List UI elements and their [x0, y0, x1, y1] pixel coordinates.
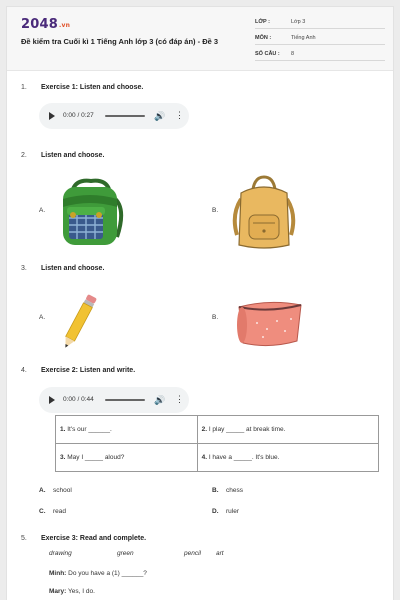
question-2-title	[21, 152, 104, 159]
item-number: 3.	[60, 454, 66, 461]
pencil-image[interactable]	[57, 289, 101, 355]
question-text: Listen and choose.	[41, 265, 105, 272]
table-cell	[56, 416, 198, 444]
table-cell	[56, 444, 198, 472]
green-backpack-image[interactable]	[53, 177, 129, 247]
meta-class	[255, 17, 385, 29]
pencil-case-image[interactable]	[233, 297, 305, 349]
item-text: I have a _____. It's blue.	[208, 454, 280, 461]
answer-letter: B.	[212, 487, 219, 494]
option-a-label: A.	[39, 314, 46, 321]
option-a-label: A.	[39, 207, 46, 214]
audio-time: 0:00 / 0:27	[63, 112, 94, 119]
question-number: 2.	[21, 152, 27, 159]
play-icon[interactable]	[49, 112, 55, 120]
fill-in-table	[55, 415, 379, 472]
audio-player-2[interactable]	[39, 387, 189, 413]
play-icon[interactable]	[49, 396, 55, 404]
answer-letter: A.	[39, 487, 46, 494]
audio-player-1[interactable]	[39, 103, 189, 129]
answer-letter: C.	[39, 508, 46, 515]
exam-page	[6, 6, 394, 600]
table-cell	[197, 444, 378, 472]
dialogue-line	[49, 570, 147, 577]
word-bank-item: pencil	[184, 550, 201, 557]
meta-key: MÔN :	[255, 35, 272, 41]
question-number: 1.	[21, 84, 27, 91]
speaker-name: Mary:	[49, 588, 67, 595]
answer-text: read	[53, 508, 67, 515]
dialogue-line	[49, 588, 95, 595]
option-b-label: B.	[212, 207, 219, 214]
site-logo[interactable]	[21, 17, 70, 32]
table-row	[56, 444, 379, 472]
answer-text: chess	[226, 487, 243, 494]
meta-key: SỐ CÂU :	[255, 51, 280, 57]
meta-value: Lớp 3	[291, 19, 306, 25]
yellow-backpack-image[interactable]	[229, 175, 299, 251]
item-text: I play _____ at break time.	[208, 426, 286, 433]
more-options-icon[interactable]: ⋮	[175, 394, 184, 404]
audio-progress-track[interactable]	[105, 115, 145, 117]
table-cell	[197, 416, 378, 444]
answer-letter: D.	[212, 508, 219, 515]
dialogue-text: Yes, I do.	[68, 588, 95, 595]
meta-subject	[255, 33, 385, 45]
exam-header	[7, 7, 394, 71]
meta-value: Tiếng Anh	[291, 35, 316, 41]
more-options-icon[interactable]: ⋮	[175, 110, 184, 120]
answer-option-a[interactable]	[39, 487, 72, 494]
answer-text: school	[53, 487, 72, 494]
question-text: Exercise 1: Listen and choose.	[41, 84, 144, 91]
option-b-label: B.	[212, 314, 219, 321]
logo-text: 2048	[21, 17, 58, 32]
page-title: Đề kiểm tra Cuối kì 1 Tiếng Anh lớp 3 (có đáp án) - Đề 3	[21, 37, 219, 46]
answer-option-b[interactable]	[212, 487, 243, 494]
question-4-title	[21, 367, 135, 374]
question-5-title	[21, 535, 146, 542]
word-bank-item: art	[216, 550, 224, 557]
item-text: May I _____ aloud?	[67, 454, 125, 461]
word-bank-item: green	[117, 550, 134, 557]
item-number: 2.	[201, 426, 207, 433]
word-bank-item: drawing	[49, 550, 72, 557]
question-text: Listen and choose.	[41, 152, 105, 159]
item-text: It's our ______.	[67, 426, 112, 433]
item-number: 1.	[60, 426, 66, 433]
question-3-title	[21, 265, 104, 272]
dialogue-text: Do you have a (1) ______?	[68, 570, 147, 577]
audio-progress-track[interactable]	[105, 399, 145, 401]
question-1-title	[21, 84, 143, 91]
question-number: 4.	[21, 367, 27, 374]
answer-text: ruler	[226, 508, 240, 515]
question-number: 3.	[21, 265, 27, 272]
meta-question-count	[255, 49, 385, 61]
meta-value: 8	[291, 51, 295, 57]
question-text: Exercise 2: Listen and write.	[41, 367, 136, 374]
logo-suffix: .vn	[58, 22, 71, 29]
volume-icon[interactable]: 🔊	[154, 111, 166, 121]
answer-option-c[interactable]	[39, 508, 66, 515]
answer-option-d[interactable]	[212, 508, 239, 515]
question-number: 5.	[21, 535, 27, 542]
speaker-name: Minh:	[49, 570, 67, 577]
question-text: Exercise 3: Read and complete.	[41, 535, 147, 542]
item-number: 4.	[201, 454, 207, 461]
audio-time: 0:00 / 0:44	[63, 396, 94, 403]
table-row	[56, 416, 379, 444]
meta-key: LỚP :	[255, 19, 270, 25]
volume-icon[interactable]: 🔊	[154, 395, 166, 405]
